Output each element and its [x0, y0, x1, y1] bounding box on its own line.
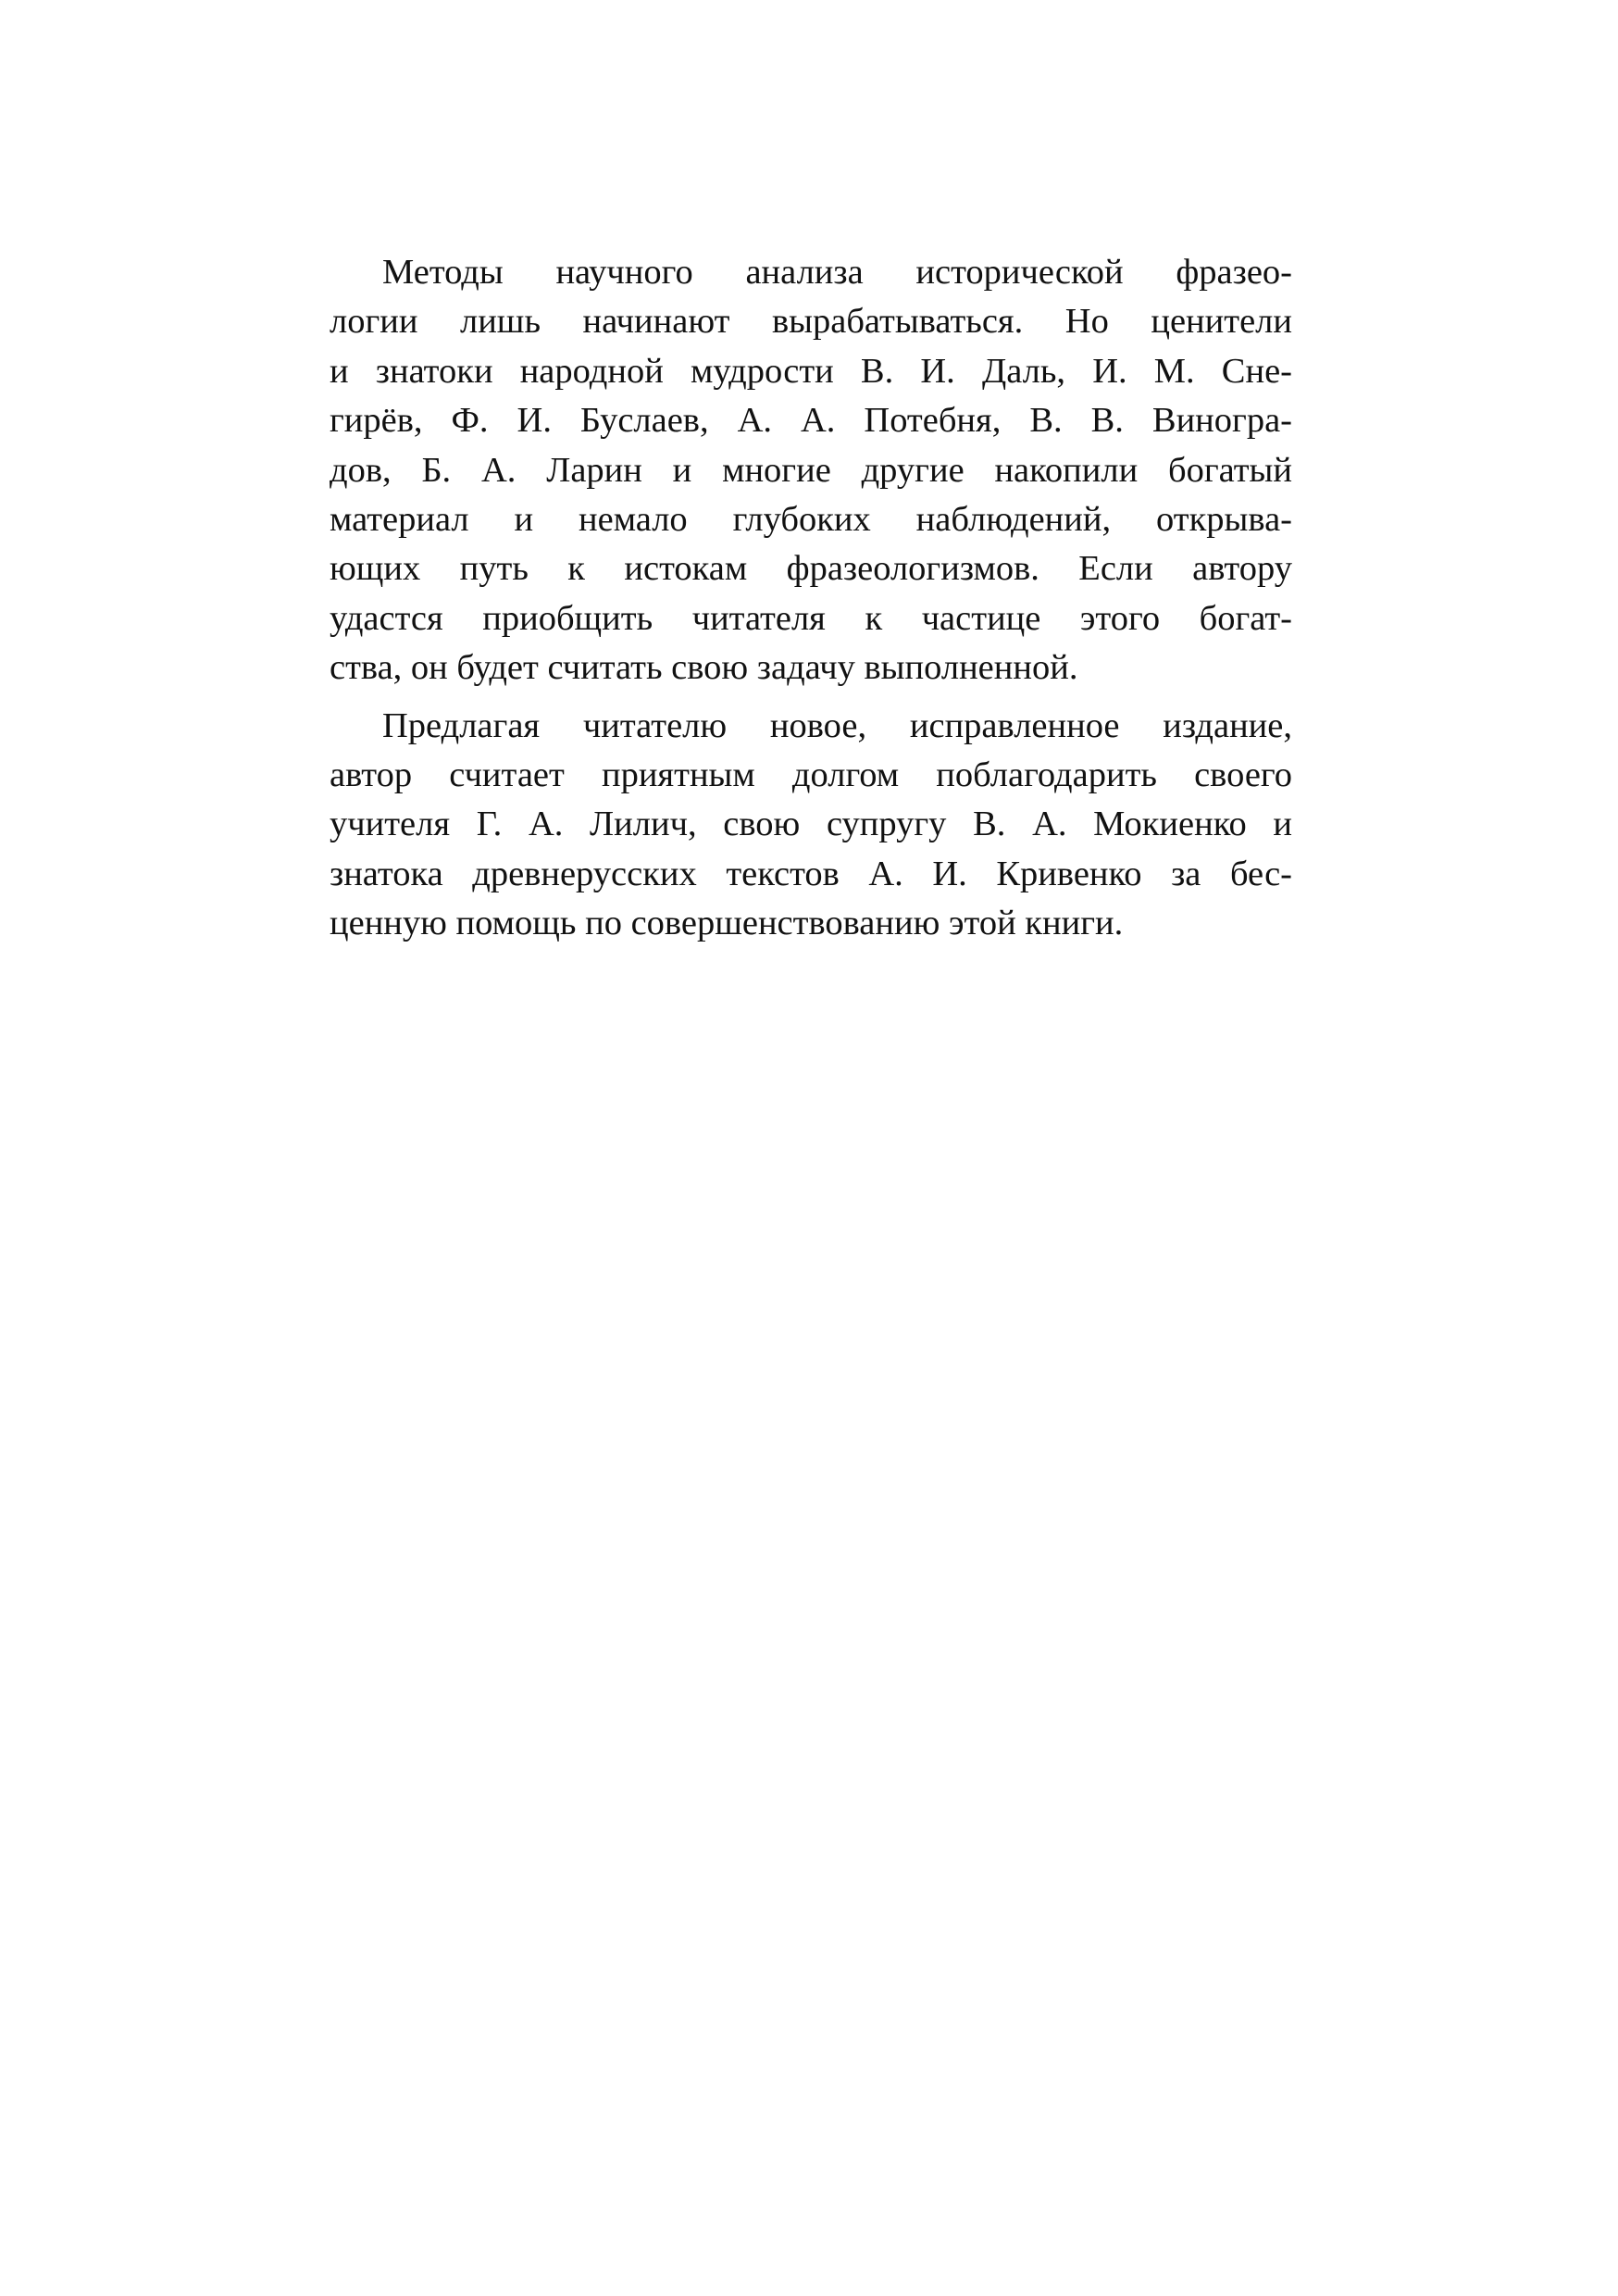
text-line: автор считает приятным долгом поблагодарить своего: [330, 755, 1292, 795]
text-line: ства, он будет считать свою задачу выполненной.: [330, 648, 1078, 688]
text-line: гирёв, Ф. И. Буслаев, А. А. Потебня, В. В. Виногра-: [330, 401, 1292, 441]
paragraph-2: [330, 702, 1292, 949]
body-text: [330, 248, 1292, 949]
text-line: Предлагая читателю новое, исправленное издание,: [382, 705, 1292, 745]
text-line: и знатоки народной мудрости В. И. Даль, И. М. Сне-: [330, 351, 1292, 391]
text-line: удастся приобщить читателя к частице этого богат-: [330, 598, 1292, 638]
text-line: учителя Г. А. Лилич, свою супругу В. А. Мокиенко и: [330, 805, 1292, 844]
text-line: знатока древнерусских текстов А. И. Кривенко за бес-: [330, 854, 1292, 893]
paragraph-1: [330, 248, 1292, 693]
text-line: материал и немало глубоких наблюдений, открыва-: [330, 500, 1292, 540]
text-line: ющих путь к истокам фразеологизмов. Если автору: [330, 549, 1292, 589]
text-line: логии лишь начинают вырабатываться. Но ценители: [330, 302, 1292, 342]
text-line: ценную помощь по совершенствованию этой книги.: [330, 904, 1124, 943]
text-line: дов, Б. А. Ларин и многие другие накопили богатый: [330, 450, 1292, 490]
text-line: Методы научного анализа исторической фразео-: [382, 253, 1292, 292]
